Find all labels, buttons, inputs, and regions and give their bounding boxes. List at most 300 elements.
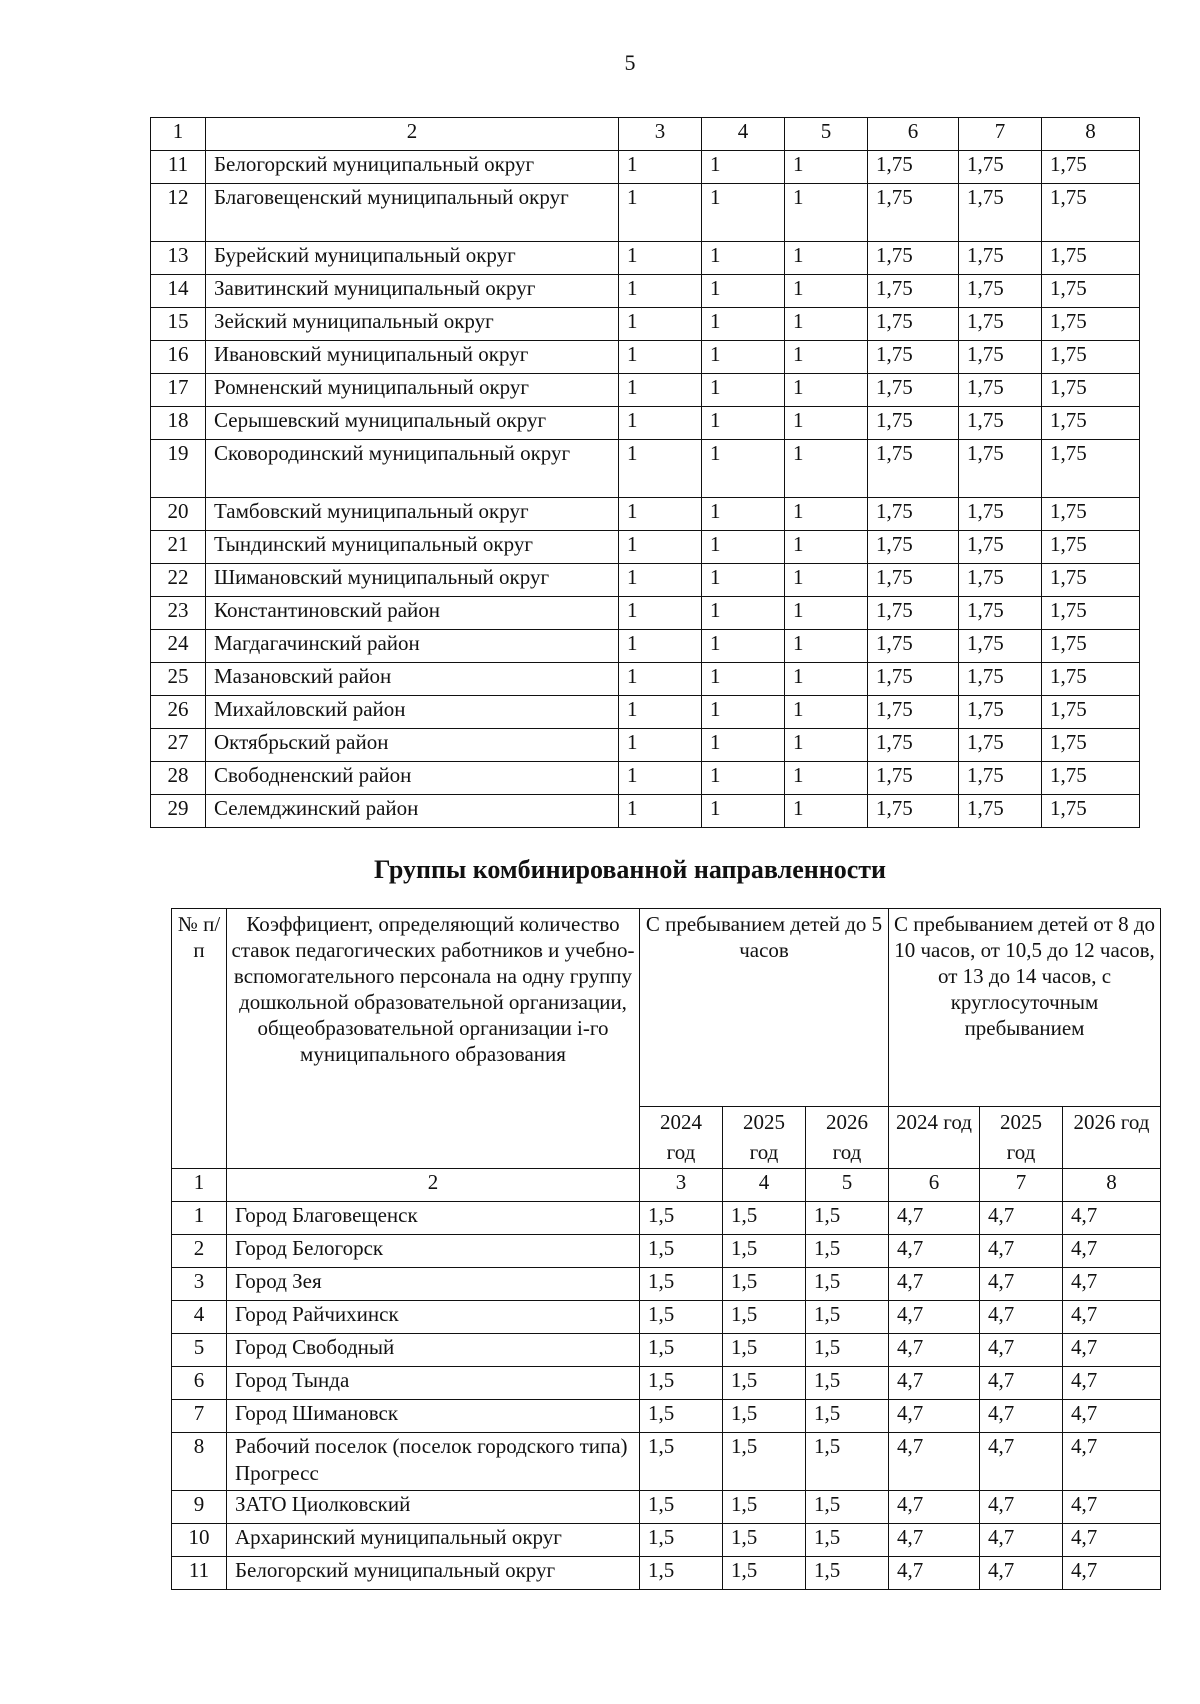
column-number: 2 — [206, 118, 619, 151]
coefficient-value: 4,7 — [1063, 1268, 1161, 1301]
municipality-name: Город Зея — [227, 1268, 640, 1301]
coefficient-value: 1 — [785, 440, 868, 498]
column-number: 7 — [980, 1169, 1063, 1202]
column-number: 1 — [172, 1169, 227, 1202]
coefficient-value: 1 — [785, 729, 868, 762]
coefficient-value: 1,75 — [868, 341, 959, 374]
coefficient-value: 4,7 — [889, 1557, 980, 1590]
coefficient-value: 1 — [619, 564, 702, 597]
table-row — [172, 1557, 1161, 1590]
coefficient-value: 1,75 — [868, 308, 959, 341]
table-row — [151, 184, 1140, 242]
coefficient-value: 4,7 — [980, 1433, 1063, 1491]
table-row — [172, 1367, 1161, 1400]
table-row — [151, 242, 1140, 275]
municipality-name: Город Тында — [227, 1367, 640, 1400]
coefficient-value: 1 — [619, 341, 702, 374]
row-number: 21 — [151, 531, 206, 564]
coefficient-value: 4,7 — [1063, 1235, 1161, 1268]
coefficient-value: 1,75 — [959, 151, 1042, 184]
coefficient-value: 4,7 — [980, 1235, 1063, 1268]
coefficient-value: 1 — [619, 762, 702, 795]
coefficient-value: 1,75 — [868, 762, 959, 795]
municipality-name: Архаринский муниципальный округ — [227, 1524, 640, 1557]
column-number: 6 — [889, 1169, 980, 1202]
coefficient-value: 1,75 — [1042, 308, 1140, 341]
coefficient-value: 1,5 — [806, 1400, 889, 1433]
header-short-stay: С пребыванием детей до 5 часов — [640, 909, 889, 1107]
coefficient-value: 1,75 — [959, 242, 1042, 275]
row-number: 10 — [172, 1524, 227, 1557]
coefficient-value: 1,75 — [1042, 630, 1140, 663]
row-number: 14 — [151, 275, 206, 308]
row-number: 22 — [151, 564, 206, 597]
coefficient-value: 1,75 — [959, 663, 1042, 696]
coefficient-value: 1 — [702, 630, 785, 663]
table-row — [151, 762, 1140, 795]
coefficient-value: 1,75 — [868, 663, 959, 696]
coefficient-value: 1,5 — [640, 1334, 723, 1367]
year-header: 2025 год — [980, 1107, 1063, 1169]
table-row — [151, 151, 1140, 184]
municipality-name: Октябрьский район — [206, 729, 619, 762]
municipality-name: Ивановский муниципальный округ — [206, 341, 619, 374]
coefficient-value: 1 — [702, 242, 785, 275]
coefficient-value: 1 — [785, 275, 868, 308]
column-number: 5 — [806, 1169, 889, 1202]
coefficient-value: 1 — [702, 729, 785, 762]
coefficient-value: 1,5 — [806, 1301, 889, 1334]
coefficient-value: 1 — [702, 275, 785, 308]
coefficient-value: 1,5 — [723, 1400, 806, 1433]
coefficient-value: 1 — [702, 762, 785, 795]
column-number: 3 — [640, 1169, 723, 1202]
row-number: 8 — [172, 1433, 227, 1491]
year-header: 2024 год — [889, 1107, 980, 1169]
coefficient-value: 4,7 — [889, 1235, 980, 1268]
coefficient-value: 1 — [785, 374, 868, 407]
table-row — [172, 1301, 1161, 1334]
coefficient-value: 1 — [702, 151, 785, 184]
coefficient-value: 1 — [619, 597, 702, 630]
coefficient-value: 1,5 — [723, 1301, 806, 1334]
row-number: 28 — [151, 762, 206, 795]
coefficient-value: 1,75 — [868, 242, 959, 275]
column-number: 4 — [702, 118, 785, 151]
municipality-name: Город Шимановск — [227, 1400, 640, 1433]
municipality-name: Свободненский район — [206, 762, 619, 795]
coefficient-value: 1,75 — [1042, 407, 1140, 440]
coefficient-value: 1,75 — [868, 407, 959, 440]
coefficient-value: 1 — [619, 663, 702, 696]
coefficient-value: 1 — [702, 407, 785, 440]
coefficient-value: 1,75 — [1042, 531, 1140, 564]
row-number: 23 — [151, 597, 206, 630]
coefficient-value: 1,75 — [959, 407, 1042, 440]
coefficient-value: 1,75 — [1042, 762, 1140, 795]
coefficient-value: 1 — [785, 498, 868, 531]
coefficient-value: 1 — [619, 242, 702, 275]
table-row — [172, 1202, 1161, 1235]
coefficient-value: 1 — [619, 696, 702, 729]
coefficient-value: 4,7 — [889, 1202, 980, 1235]
municipality-name: Сковородинский муниципальный округ — [206, 440, 619, 498]
table-row — [172, 1268, 1161, 1301]
table-row — [151, 696, 1140, 729]
coefficient-value: 1,5 — [806, 1334, 889, 1367]
coefficient-value: 1 — [785, 184, 868, 242]
coefficient-value: 1,75 — [1042, 696, 1140, 729]
table-row — [151, 630, 1140, 663]
coefficient-value: 1 — [619, 531, 702, 564]
coefficient-value: 1,5 — [640, 1400, 723, 1433]
coefficient-value: 1,5 — [806, 1268, 889, 1301]
section-title: Группы комбинированной направленности — [373, 855, 887, 884]
coefficient-value: 1,5 — [806, 1433, 889, 1491]
coefficient-value: 1 — [619, 630, 702, 663]
table-row — [151, 498, 1140, 531]
coefficient-value: 1,75 — [868, 564, 959, 597]
column-number: 1 — [151, 118, 206, 151]
combined-groups-table — [171, 908, 1161, 1590]
coefficient-value: 4,7 — [1063, 1202, 1161, 1235]
coefficient-value: 1,5 — [806, 1235, 889, 1268]
coefficient-value: 4,7 — [889, 1301, 980, 1334]
coefficient-value: 1,75 — [959, 762, 1042, 795]
row-number: 25 — [151, 663, 206, 696]
row-number: 27 — [151, 729, 206, 762]
coefficient-value: 1,75 — [959, 184, 1042, 242]
coefficient-value: 1 — [785, 630, 868, 663]
coefficient-value: 1,5 — [640, 1301, 723, 1334]
coefficient-value: 1 — [702, 374, 785, 407]
coefficient-value: 1 — [702, 440, 785, 498]
year-header: 2026 год — [806, 1107, 889, 1169]
coefficient-value: 4,7 — [889, 1367, 980, 1400]
coefficient-value: 1,75 — [1042, 242, 1140, 275]
coefficient-value: 1,75 — [959, 308, 1042, 341]
header-long-stay: С пребыванием детей от 8 до 10 часов, от 10,5 до 12 часов, от 13 до 14 часов, с круглосуточным пребыванием — [889, 909, 1161, 1107]
row-number: 7 — [172, 1400, 227, 1433]
coefficient-value: 1,5 — [640, 1202, 723, 1235]
row-number: 11 — [172, 1557, 227, 1590]
coefficient-value: 1,75 — [1042, 341, 1140, 374]
coefficient-value: 1,75 — [959, 440, 1042, 498]
header-coefficient: Коэффициент, определяющий количество ставок педагогических работников и учебно-вспомогательного персонала на одну группу дошкольной образовательной организации, общеобразовательной организации i-го муниципального образования — [227, 909, 640, 1169]
coefficient-value: 1 — [702, 696, 785, 729]
coefficient-value: 1 — [785, 341, 868, 374]
municipality-name: Завитинский муниципальный округ — [206, 275, 619, 308]
column-number: 4 — [723, 1169, 806, 1202]
table-row — [172, 1433, 1161, 1491]
municipality-name: Город Свободный — [227, 1334, 640, 1367]
coefficient-value: 1,75 — [1042, 564, 1140, 597]
coefficient-value: 1,75 — [959, 795, 1042, 828]
coefficient-value: 1 — [785, 151, 868, 184]
header-number: № п/п — [172, 909, 227, 1169]
coefficient-value: 1,75 — [959, 564, 1042, 597]
coefficient-value: 1,75 — [1042, 275, 1140, 308]
coefficient-value: 1,5 — [806, 1524, 889, 1557]
coefficient-value: 1 — [619, 374, 702, 407]
coefficient-value: 4,7 — [980, 1557, 1063, 1590]
year-header: 2026 год — [1063, 1107, 1161, 1169]
municipality-name: Серышевский муниципальный округ — [206, 407, 619, 440]
municipality-name: ЗАТО Циолковский — [227, 1491, 640, 1524]
row-number: 2 — [172, 1235, 227, 1268]
coefficient-value: 4,7 — [889, 1334, 980, 1367]
coefficient-value: 1 — [619, 151, 702, 184]
coefficient-value: 1 — [785, 308, 868, 341]
coefficient-value: 1,5 — [723, 1367, 806, 1400]
coefficient-value: 1 — [619, 440, 702, 498]
table-row — [151, 531, 1140, 564]
coefficient-value: 1,5 — [640, 1433, 723, 1491]
coefficient-value: 1,5 — [723, 1491, 806, 1524]
table-row — [151, 663, 1140, 696]
coefficient-value: 1,5 — [640, 1557, 723, 1590]
municipality-name: Город Благовещенск — [227, 1202, 640, 1235]
coefficient-value: 1,5 — [806, 1202, 889, 1235]
coefficient-value: 4,7 — [980, 1491, 1063, 1524]
coefficient-value: 1,5 — [640, 1235, 723, 1268]
municipality-name: Благовещенский муниципальный округ — [206, 184, 619, 242]
coefficient-value: 1,75 — [959, 374, 1042, 407]
coefficient-value: 1 — [619, 498, 702, 531]
coefficient-value: 1,5 — [806, 1557, 889, 1590]
row-number: 11 — [151, 151, 206, 184]
coefficient-value: 4,7 — [1063, 1400, 1161, 1433]
row-number: 5 — [172, 1334, 227, 1367]
coefficient-value: 4,7 — [889, 1268, 980, 1301]
coefficient-value: 1,5 — [723, 1235, 806, 1268]
row-number: 20 — [151, 498, 206, 531]
coefficient-value: 1,75 — [868, 696, 959, 729]
coefficient-value: 1,75 — [959, 531, 1042, 564]
column-number: 5 — [785, 118, 868, 151]
coefficient-value: 1,75 — [868, 729, 959, 762]
coefficient-value: 4,7 — [1063, 1433, 1161, 1491]
coefficient-value: 1,5 — [723, 1433, 806, 1491]
coefficient-value: 4,7 — [1063, 1367, 1161, 1400]
coefficient-value: 1 — [785, 597, 868, 630]
row-number: 18 — [151, 407, 206, 440]
table-row — [172, 1334, 1161, 1367]
coefficient-value: 1 — [785, 762, 868, 795]
coefficient-value: 1 — [785, 242, 868, 275]
coefficient-value: 4,7 — [980, 1367, 1063, 1400]
coefficient-value: 1,5 — [723, 1268, 806, 1301]
row-number: 1 — [172, 1202, 227, 1235]
municipality-name: Бурейский муниципальный округ — [206, 242, 619, 275]
coefficient-value: 1,75 — [868, 498, 959, 531]
coefficient-value: 4,7 — [980, 1524, 1063, 1557]
coefficient-value: 1,75 — [959, 341, 1042, 374]
column-number: 2 — [227, 1169, 640, 1202]
coefficient-value: 1 — [619, 184, 702, 242]
coefficient-value: 1,75 — [959, 498, 1042, 531]
coefficient-value: 1,75 — [959, 696, 1042, 729]
page-number: 5 — [624, 50, 636, 75]
row-number: 17 — [151, 374, 206, 407]
row-number: 19 — [151, 440, 206, 498]
coefficient-value: 1,5 — [806, 1367, 889, 1400]
coefficient-value: 1 — [702, 597, 785, 630]
coefficient-value: 1,75 — [1042, 795, 1140, 828]
column-number: 6 — [868, 118, 959, 151]
coefficient-value: 4,7 — [1063, 1557, 1161, 1590]
coefficient-value: 1 — [702, 564, 785, 597]
year-header: 2024 год — [640, 1107, 723, 1169]
table-row — [151, 308, 1140, 341]
table-row — [172, 1235, 1161, 1268]
table-row — [151, 564, 1140, 597]
coefficient-value: 1,5 — [640, 1367, 723, 1400]
coefficient-value: 4,7 — [1063, 1524, 1161, 1557]
coefficient-value: 1,75 — [1042, 729, 1140, 762]
column-number: 8 — [1063, 1169, 1161, 1202]
coefficient-value: 1 — [785, 407, 868, 440]
coefficient-value: 1 — [785, 663, 868, 696]
coefficient-value: 1,5 — [723, 1202, 806, 1235]
coefficient-value: 1,75 — [1042, 498, 1140, 531]
coefficient-value: 1 — [619, 795, 702, 828]
year-header: 2025 год — [723, 1107, 806, 1169]
coefficient-value: 1,75 — [959, 275, 1042, 308]
coefficient-value: 1 — [619, 407, 702, 440]
municipality-name: Мазановский район — [206, 663, 619, 696]
column-number: 8 — [1042, 118, 1140, 151]
municipality-name: Константиновский район — [206, 597, 619, 630]
municipality-name: Магдагачинский район — [206, 630, 619, 663]
coefficient-value: 1,5 — [723, 1334, 806, 1367]
coefficient-value: 1,5 — [723, 1524, 806, 1557]
table-row — [151, 407, 1140, 440]
table-row — [172, 1400, 1161, 1433]
coefficient-value: 1 — [619, 308, 702, 341]
coefficient-value: 1,75 — [868, 630, 959, 663]
table-row — [151, 597, 1140, 630]
coefficient-value: 1 — [702, 531, 785, 564]
coefficient-value: 1,75 — [959, 630, 1042, 663]
coefficient-value: 1,75 — [1042, 440, 1140, 498]
table-row — [151, 341, 1140, 374]
coefficient-value: 1,5 — [723, 1557, 806, 1590]
coefficient-value: 4,7 — [889, 1524, 980, 1557]
coefficient-value: 4,7 — [1063, 1301, 1161, 1334]
municipality-name: Тамбовский муниципальный округ — [206, 498, 619, 531]
table-row — [172, 1524, 1161, 1557]
coefficient-value: 1,75 — [868, 531, 959, 564]
coefficient-value: 1,5 — [640, 1524, 723, 1557]
coefficient-value: 4,7 — [980, 1400, 1063, 1433]
table-row — [151, 275, 1140, 308]
coefficient-value: 1 — [619, 275, 702, 308]
column-numbers-row — [151, 118, 1140, 151]
municipality-name: Тындинский муниципальный округ — [206, 531, 619, 564]
coefficient-value: 1,5 — [640, 1268, 723, 1301]
coefficient-value: 1,75 — [1042, 374, 1140, 407]
municipality-name: Город Райчихинск — [227, 1301, 640, 1334]
municipality-name: Михайловский район — [206, 696, 619, 729]
coefficient-value: 1,75 — [868, 374, 959, 407]
coefficient-value: 1,75 — [868, 440, 959, 498]
row-number: 13 — [151, 242, 206, 275]
column-number: 7 — [959, 118, 1042, 151]
coefficient-value: 1,5 — [806, 1491, 889, 1524]
row-number: 15 — [151, 308, 206, 341]
coefficient-value: 1,75 — [1042, 597, 1140, 630]
municipality-name: Зейский муниципальный округ — [206, 308, 619, 341]
coefficient-value: 4,7 — [980, 1301, 1063, 1334]
coefficient-value: 1,75 — [868, 184, 959, 242]
coefficient-value: 1 — [702, 184, 785, 242]
table-row — [151, 440, 1140, 498]
coefficient-value: 1,75 — [1042, 151, 1140, 184]
row-number: 26 — [151, 696, 206, 729]
coefficient-value: 1 — [619, 729, 702, 762]
coefficient-value: 1,75 — [868, 275, 959, 308]
table-row — [151, 374, 1140, 407]
coefficient-value: 4,7 — [980, 1268, 1063, 1301]
column-number: 3 — [619, 118, 702, 151]
coefficient-value: 1 — [785, 696, 868, 729]
coefficient-value: 1 — [785, 531, 868, 564]
row-number: 29 — [151, 795, 206, 828]
coefficient-value: 1,75 — [868, 795, 959, 828]
coefficient-value: 1 — [785, 564, 868, 597]
coefficient-value: 1 — [785, 795, 868, 828]
coefficient-value: 1 — [702, 341, 785, 374]
coefficient-value: 1,5 — [640, 1491, 723, 1524]
municipality-name: Ромненский муниципальный округ — [206, 374, 619, 407]
coefficient-value: 4,7 — [1063, 1334, 1161, 1367]
coefficient-value: 4,7 — [889, 1491, 980, 1524]
municipality-name: Шимановский муниципальный округ — [206, 564, 619, 597]
municipality-name: Рабочий поселок (поселок городского типа) Прогресс — [227, 1433, 640, 1491]
coefficient-value: 4,7 — [1063, 1491, 1161, 1524]
coefficient-value: 1,75 — [868, 597, 959, 630]
coefficients-table-continued — [150, 117, 1140, 828]
coefficient-value: 1,75 — [1042, 184, 1140, 242]
coefficient-value: 1 — [702, 498, 785, 531]
table-row — [172, 1491, 1161, 1524]
municipality-name: Белогорский муниципальный округ — [206, 151, 619, 184]
municipality-name: Белогорский муниципальный округ — [227, 1557, 640, 1590]
row-number: 4 — [172, 1301, 227, 1334]
coefficient-value: 4,7 — [980, 1202, 1063, 1235]
row-number: 16 — [151, 341, 206, 374]
coefficient-value: 1,75 — [868, 151, 959, 184]
row-number: 3 — [172, 1268, 227, 1301]
municipality-name: Селемджинский район — [206, 795, 619, 828]
coefficient-value: 4,7 — [889, 1433, 980, 1491]
row-number: 9 — [172, 1491, 227, 1524]
row-number: 6 — [172, 1367, 227, 1400]
row-number: 12 — [151, 184, 206, 242]
table-row — [151, 729, 1140, 762]
column-numbers-row — [172, 1169, 1161, 1202]
table-row — [151, 795, 1140, 828]
municipality-name: Город Белогорск — [227, 1235, 640, 1268]
coefficient-value: 1 — [702, 308, 785, 341]
coefficient-value: 4,7 — [889, 1400, 980, 1433]
coefficient-value: 1,75 — [959, 729, 1042, 762]
coefficient-value: 4,7 — [980, 1334, 1063, 1367]
coefficient-value: 1,75 — [1042, 663, 1140, 696]
coefficient-value: 1,75 — [959, 597, 1042, 630]
row-number: 24 — [151, 630, 206, 663]
